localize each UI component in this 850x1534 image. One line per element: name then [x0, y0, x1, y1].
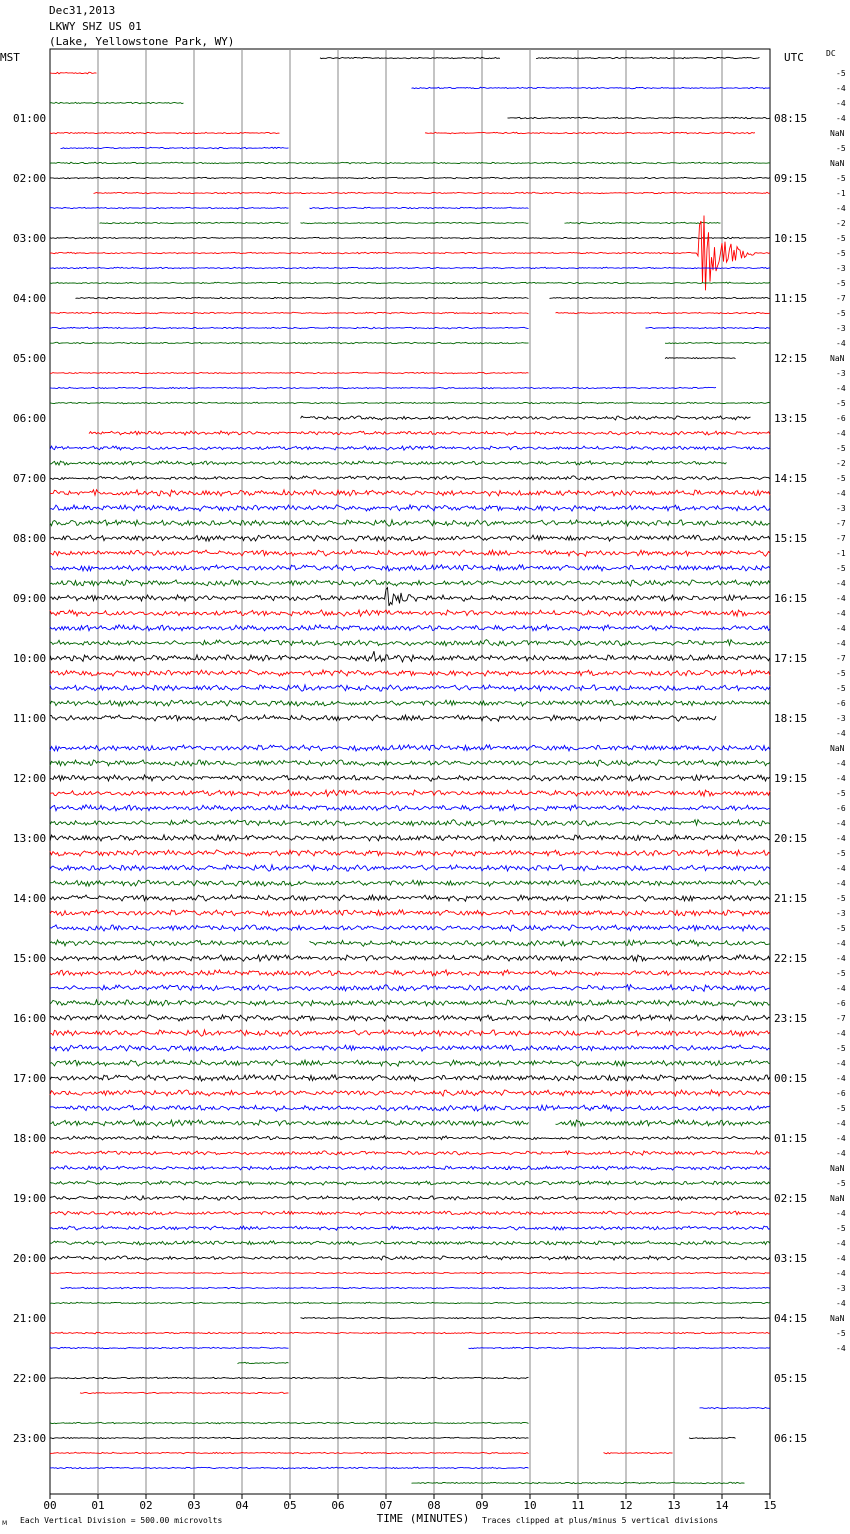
mst-hour-label: 14:00 [13, 892, 47, 905]
trace-row-27 [50, 461, 727, 465]
footer-clip: Traces clipped at plus/minus 5 vertical divisions [482, 1516, 719, 1525]
trace-row-10 [50, 207, 529, 209]
trace-row-69 [50, 1090, 770, 1096]
utc-hour-label: 04:15 [774, 1312, 808, 1325]
trace-row-67 [50, 1060, 770, 1066]
trace-row-1 [50, 72, 97, 74]
trace-row-78 [50, 1226, 770, 1230]
utc-hour-label: 19:15 [774, 772, 808, 785]
dc-offset-label: -4 [836, 384, 846, 393]
dc-offset-label: -5 [836, 924, 846, 933]
mst-hour-label: 06:00 [13, 412, 47, 425]
x-tick-label: 00 [43, 1499, 57, 1512]
trace-row-16 [76, 297, 771, 299]
dc-offset-label: -4 [836, 594, 846, 603]
trace-row-79 [50, 1241, 770, 1245]
x-tick-label: 10 [523, 1499, 537, 1512]
mst-hour-label: 08:00 [13, 532, 47, 545]
trace-row-65 [50, 1030, 770, 1036]
trace-row-14 [50, 267, 770, 269]
x-axis-label: TIME (MINUTES) [376, 1512, 470, 1525]
dc-offset-label: -4 [836, 729, 846, 738]
trace-row-52 [50, 835, 770, 842]
dc-offset-label: -6 [836, 414, 846, 423]
utc-hour-label: 08:15 [774, 112, 808, 125]
trace-row-49 [50, 790, 770, 796]
dc-offset-label: -4 [836, 609, 846, 618]
trace-row-18 [50, 327, 770, 329]
mst-hour-label: 03:00 [13, 232, 47, 245]
x-tick-label: 05 [283, 1499, 297, 1512]
dc-offset-label: -7 [836, 654, 846, 663]
trace-row-32 [50, 535, 770, 541]
dc-offset-label: -5 [836, 684, 846, 693]
trace-row-76 [50, 1196, 770, 1200]
trace-row-5 [50, 132, 755, 134]
dc-offset-label: -3 [836, 504, 846, 513]
trace-row-88 [50, 1377, 529, 1379]
dc-offset-label: -3 [836, 714, 846, 723]
dc-offset-label: -4 [836, 1059, 846, 1068]
utc-hour-label: 17:15 [774, 652, 808, 665]
trace-row-73 [50, 1151, 770, 1155]
dc-offset-label: -4 [836, 879, 846, 888]
dc-offset-label: -1 [836, 549, 846, 558]
utc-hour-label: 11:15 [774, 292, 808, 305]
trace-row-29 [50, 490, 770, 497]
trace-row-92 [50, 1437, 736, 1439]
dc-offset-label: NaN [830, 1194, 845, 1203]
dc-offset-label: -6 [836, 699, 846, 708]
trace-row-93 [50, 1452, 673, 1454]
trace-row-37 [50, 610, 770, 616]
dc-offset-label: NaN [830, 354, 845, 363]
mst-hour-label: 22:00 [13, 1372, 47, 1385]
trace-row-84 [301, 1317, 771, 1319]
dc-offset-label: NaN [830, 159, 845, 168]
mst-hour-label: 09:00 [13, 592, 47, 605]
trace-row-28 [50, 476, 770, 480]
dc-offset-label: -4 [836, 1149, 846, 1158]
dc-offset-label: -7 [836, 534, 846, 543]
trace-row-22 [50, 387, 716, 389]
trace-row-33 [50, 550, 770, 556]
trace-row-70 [50, 1105, 770, 1111]
x-tick-label: 13 [667, 1499, 681, 1512]
x-tick-label: 15 [763, 1499, 777, 1512]
x-tick-label: 11 [571, 1499, 585, 1512]
trace-row-53 [50, 850, 770, 856]
trace-row-24 [301, 416, 751, 420]
dc-offset-label: -5 [836, 144, 846, 153]
trace-row-15 [50, 282, 770, 284]
trace-row-40 [50, 651, 770, 662]
trace-row-63 [50, 1000, 770, 1006]
dc-offset-label: -3 [836, 1284, 846, 1293]
trace-row-47 [50, 760, 770, 766]
header-station: LKWY SHZ US 01 [49, 20, 142, 33]
mst-hour-label: 16:00 [13, 1012, 47, 1025]
trace-row-43 [50, 700, 770, 706]
dc-offset-label: -5 [836, 399, 846, 408]
trace-row-25 [89, 431, 770, 435]
dc-offset-label: -2 [836, 219, 846, 228]
dc-offset-label: -4 [836, 1299, 846, 1308]
trace-row-62 [50, 985, 770, 992]
dc-label: DC [826, 49, 836, 58]
trace-row-60 [50, 955, 770, 962]
utc-hour-label: 20:15 [774, 832, 808, 845]
utc-hour-label: 00:15 [774, 1072, 808, 1085]
trace-row-39 [50, 640, 770, 646]
dc-offset-label: -5 [836, 1104, 846, 1113]
trace-row-81 [50, 1272, 770, 1274]
dc-offset-label: -7 [836, 519, 846, 528]
x-tick-label: 03 [187, 1499, 201, 1512]
trace-row-46 [50, 745, 770, 751]
dc-offset-label: -3 [836, 369, 846, 378]
trace-row-87 [238, 1362, 289, 1363]
utc-hour-label: 10:15 [774, 232, 808, 245]
trace-row-75 [50, 1181, 770, 1185]
dc-offset-label: -4 [836, 99, 846, 108]
dc-offset-label: -5 [836, 1224, 846, 1233]
trace-row-12 [50, 237, 770, 239]
left-axis-label: MST [0, 51, 20, 64]
mst-hour-label: 07:00 [13, 472, 47, 485]
trace-row-30 [50, 505, 770, 511]
utc-hour-label: 13:15 [774, 412, 808, 425]
dc-offset-label: -4 [836, 864, 846, 873]
dc-offset-label: NaN [830, 129, 845, 138]
trace-row-38 [50, 625, 770, 631]
trace-row-56 [50, 895, 770, 901]
dc-offset-label: -4 [836, 429, 846, 438]
trace-row-58 [50, 925, 770, 931]
dc-offset-label: -5 [836, 894, 846, 903]
dc-offset-label: -5 [836, 564, 846, 573]
trace-row-42 [50, 685, 770, 691]
dc-offset-label: -5 [836, 234, 846, 243]
x-tick-label: 02 [139, 1499, 153, 1512]
mst-hour-label: 01:00 [13, 112, 47, 125]
dc-offset-label: -5 [836, 174, 846, 183]
mst-hour-label: 11:00 [13, 712, 47, 725]
dc-offset-label: -5 [836, 474, 846, 483]
dc-offset-label: -3 [836, 909, 846, 918]
trace-row-51 [50, 820, 770, 826]
trace-row-2 [412, 87, 771, 89]
trace-row-86 [50, 1347, 770, 1349]
dc-offset-label: -1 [836, 189, 846, 198]
trace-row-91 [50, 1422, 529, 1424]
trace-row-11 [100, 222, 721, 224]
trace-row-6 [61, 147, 289, 149]
dc-offset-label: -5 [836, 669, 846, 678]
trace-row-48 [50, 775, 770, 781]
trace-row-59 [50, 940, 770, 946]
trace-row-55 [50, 880, 770, 886]
trace-row-71 [50, 1120, 770, 1127]
x-tick-label: 14 [715, 1499, 729, 1512]
dc-offset-label: -4 [836, 1254, 846, 1263]
dc-offset-label: -4 [836, 984, 846, 993]
utc-hour-label: 16:15 [774, 592, 808, 605]
mst-hour-label: 21:00 [13, 1312, 47, 1325]
dc-offset-label: -5 [836, 69, 846, 78]
trace-row-8 [50, 177, 770, 179]
dc-offset-label: -4 [836, 1209, 846, 1218]
dc-offset-label: -5 [836, 1044, 846, 1053]
trace-row-54 [50, 865, 770, 871]
dc-offset-label: -4 [836, 579, 846, 588]
header-location: (Lake, Yellowstone Park, WY) [49, 35, 235, 48]
utc-hour-label: 18:15 [774, 712, 808, 725]
header-date: Dec31,2013 [49, 4, 116, 17]
trace-row-19 [50, 342, 770, 344]
dc-offset-label: -4 [836, 954, 846, 963]
dc-offset-label: -5 [836, 1179, 846, 1188]
mst-hour-label: 23:00 [13, 1432, 47, 1445]
utc-hour-label: 05:15 [774, 1372, 808, 1385]
trace-row-31 [50, 520, 770, 526]
trace-row-17 [50, 312, 770, 314]
x-tick-label: 09 [475, 1499, 489, 1512]
dc-offset-label: -4 [836, 639, 846, 648]
dc-offset-label: NaN [830, 744, 845, 753]
trace-row-61 [50, 970, 770, 976]
plot-frame [50, 49, 770, 1494]
trace-row-36 [50, 588, 770, 606]
trace-row-94 [50, 1467, 529, 1469]
trace-row-64 [50, 1015, 770, 1021]
trace-row-89 [80, 1392, 289, 1393]
dc-offset-label: NaN [830, 1314, 845, 1323]
dc-offset-label: -4 [836, 1344, 846, 1353]
mst-hour-label: 17:00 [13, 1072, 47, 1085]
dc-offset-label: -4 [836, 624, 846, 633]
trace-row-66 [50, 1045, 770, 1051]
dc-offset-label: -4 [836, 489, 846, 498]
mst-hour-label: 12:00 [13, 772, 47, 785]
dc-offset-label: -4 [836, 939, 846, 948]
trace-row-57 [50, 910, 770, 916]
mst-hour-label: 19:00 [13, 1192, 47, 1205]
dc-offset-label: -5 [836, 969, 846, 978]
utc-hour-label: 09:15 [774, 172, 808, 185]
trace-row-90 [700, 1408, 771, 1409]
utc-hour-label: 15:15 [774, 532, 808, 545]
trace-row-26 [50, 446, 770, 450]
trace-row-23 [50, 402, 770, 404]
dc-offset-label: -4 [836, 339, 846, 348]
utc-hour-label: 03:15 [774, 1252, 808, 1265]
trace-row-82 [61, 1287, 771, 1289]
dc-offset-label: -5 [836, 309, 846, 318]
dc-offset-label: -4 [836, 114, 846, 123]
trace-row-41 [50, 670, 770, 676]
dc-offset-label: -4 [836, 1029, 846, 1038]
dc-offset-label: -4 [836, 774, 846, 783]
utc-hour-label: 14:15 [774, 472, 808, 485]
x-tick-label: 08 [427, 1499, 441, 1512]
trace-row-4 [508, 117, 771, 119]
utc-hour-label: 06:15 [774, 1432, 808, 1445]
dc-offset-label: -4 [836, 1119, 846, 1128]
trace-row-72 [50, 1136, 770, 1140]
dc-offset-label: -3 [836, 264, 846, 273]
dc-offset-label: -4 [836, 204, 846, 213]
mst-hour-label: 10:00 [13, 652, 47, 665]
right-axis-label: UTC [784, 51, 804, 64]
trace-row-35 [50, 580, 770, 586]
mst-hour-label: 20:00 [13, 1252, 47, 1265]
dc-offset-label: -6 [836, 804, 846, 813]
mst-hour-label: 05:00 [13, 352, 47, 365]
trace-row-77 [50, 1211, 770, 1215]
dc-offset-label: -6 [836, 999, 846, 1008]
dc-offset-label: -4 [836, 1269, 846, 1278]
trace-row-85 [50, 1332, 770, 1334]
dc-offset-label: -2 [836, 459, 846, 468]
dc-offset-label: NaN [830, 1164, 845, 1173]
footer-scale: Each Vertical Division = 500.00 microvolts [20, 1516, 223, 1525]
dc-offset-label: -3 [836, 324, 846, 333]
dc-offset-label: -5 [836, 249, 846, 258]
mst-hour-label: 02:00 [13, 172, 47, 185]
trace-row-83 [50, 1302, 770, 1304]
x-tick-label: 12 [619, 1499, 633, 1512]
mst-hour-label: 04:00 [13, 292, 47, 305]
dc-offset-label: -7 [836, 294, 846, 303]
mst-hour-label: 15:00 [13, 952, 47, 965]
dc-offset-label: -4 [836, 1074, 846, 1083]
x-tick-label: 07 [379, 1499, 393, 1512]
dc-offset-label: -6 [836, 1089, 846, 1098]
x-tick-label: 01 [91, 1499, 105, 1512]
trace-row-7 [50, 162, 770, 164]
x-tick-label: 04 [235, 1499, 249, 1512]
x-tick-label: 06 [331, 1499, 345, 1512]
trace-row-50 [50, 805, 770, 811]
dc-offset-label: -4 [836, 759, 846, 768]
trace-row-68 [50, 1075, 770, 1081]
trace-row-44 [50, 715, 716, 721]
dc-offset-label: -4 [836, 819, 846, 828]
utc-hour-label: 02:15 [774, 1192, 808, 1205]
trace-row-34 [50, 565, 770, 571]
trace-row-20 [665, 358, 736, 359]
utc-hour-label: 23:15 [774, 1012, 808, 1025]
dc-offset-label: -4 [836, 1239, 846, 1248]
trace-row-21 [50, 372, 529, 374]
mst-hour-label: 18:00 [13, 1132, 47, 1145]
utc-hour-label: 22:15 [774, 952, 808, 965]
utc-hour-label: 21:15 [774, 892, 808, 905]
trace-row-3 [50, 102, 184, 104]
trace-row-13 [50, 216, 770, 291]
trace-row-74 [50, 1166, 770, 1170]
trace-row-80 [50, 1256, 770, 1260]
mst-hour-label: 13:00 [13, 832, 47, 845]
dc-offset-label: -4 [836, 1134, 846, 1143]
dc-offset-label: -5 [836, 444, 846, 453]
footer-mark: M [2, 1520, 8, 1527]
dc-offset-label: -4 [836, 834, 846, 843]
utc-hour-label: 12:15 [774, 352, 808, 365]
dc-offset-label: -7 [836, 1014, 846, 1023]
dc-offset-label: -5 [836, 849, 846, 858]
dc-offset-label: -5 [836, 1329, 846, 1338]
dc-offset-label: -5 [836, 789, 846, 798]
trace-row-9 [94, 192, 771, 194]
utc-hour-label: 01:15 [774, 1132, 808, 1145]
dc-offset-label: -5 [836, 279, 846, 288]
dc-offset-label: -4 [836, 84, 846, 93]
